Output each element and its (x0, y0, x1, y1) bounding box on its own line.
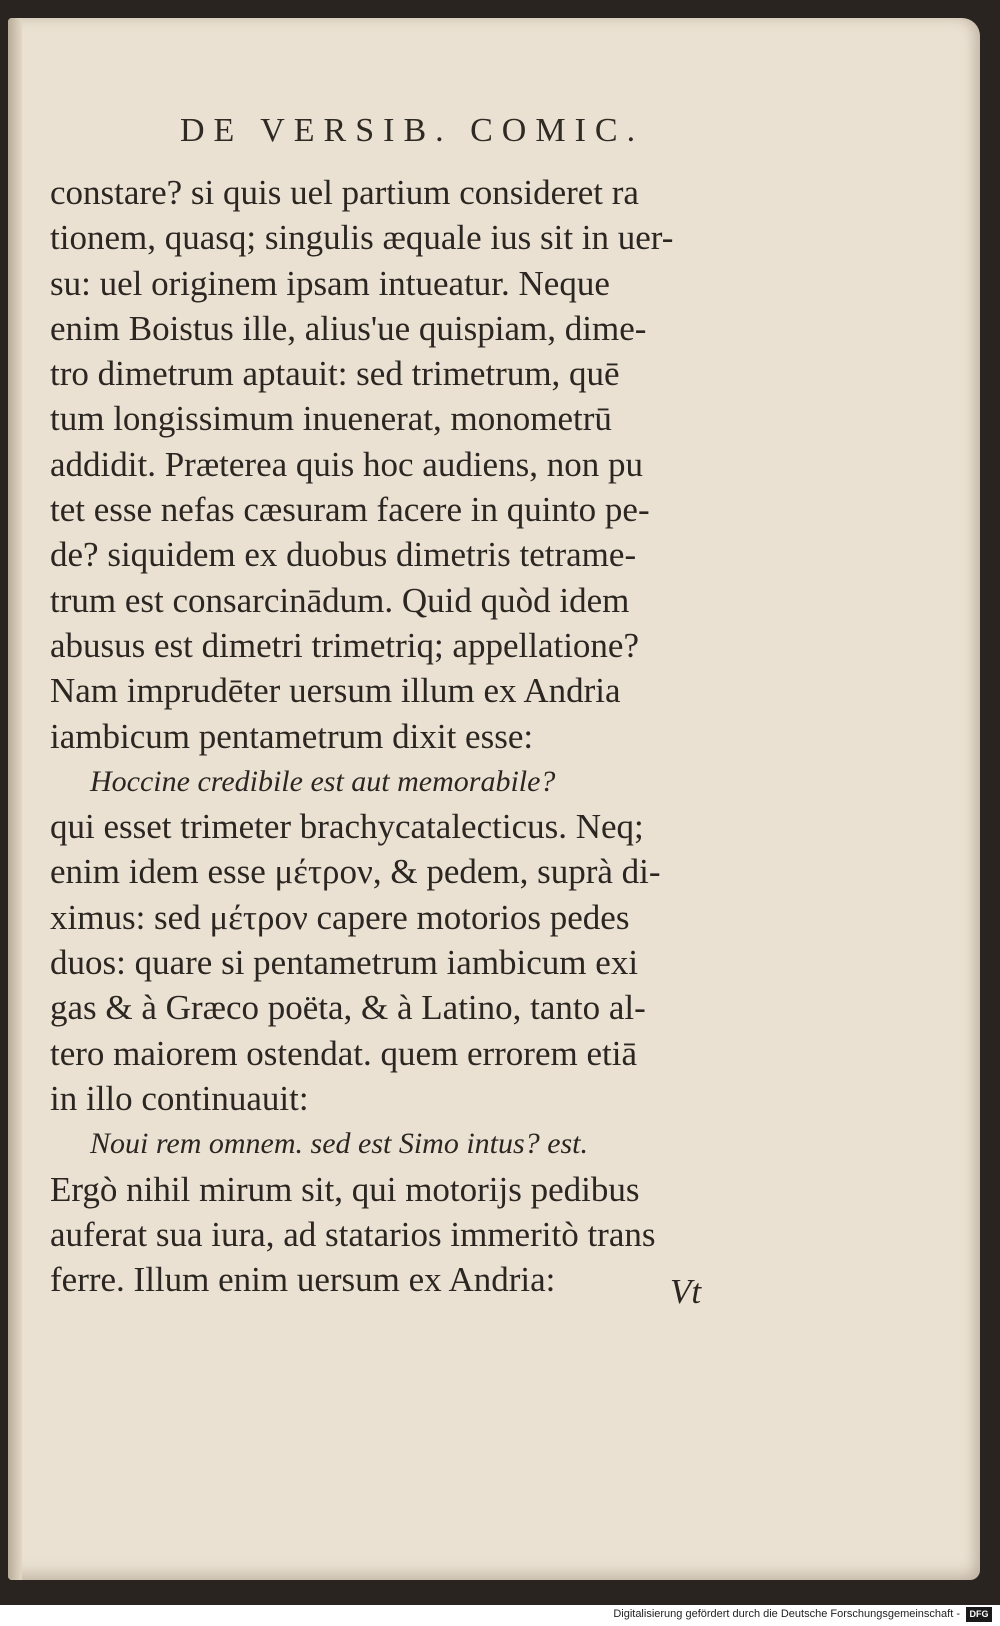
text-line: qui esset trimeter brachycatalecticus. Neq; (50, 807, 644, 847)
text-line: trum est consarcinādum. Quid quòd idem (50, 580, 630, 620)
text-line: addidit. Præterea quis hoc audiens, non pu (50, 444, 643, 484)
text-line: enim Boistus ille, alius'ue quispiam, dime- (50, 308, 647, 348)
digitization-credit: Digitalisierung gefördert durch die Deutsche Forschungsgemeinschaft - (613, 1608, 960, 1620)
text-line: tionem, quasq; singulis æquale ius sit in uer- (50, 218, 674, 258)
text-line: tet esse nefas cæsuram facere in quinto pe- (50, 490, 650, 530)
text-line: Ergò nihil mirum sit, qui motoriјs pedibus (50, 1169, 640, 1209)
main-text-block (50, 170, 750, 1302)
text-line: iambicum pentametrum dixit esse: (50, 716, 534, 756)
text-line: ximus: sed μέτρον capere motorios pedes (50, 897, 630, 937)
catchword: Vt (670, 1272, 702, 1311)
quoted-verse: Hoccine credibile est aut memorabile? (90, 764, 556, 798)
text-line: enim idem esse μέτρον, & pedem, suprà di- (50, 852, 661, 892)
text-line: ferre. Illum enim uersum ex Andria: (50, 1260, 556, 1300)
text-line: in illo continuauit: (50, 1078, 309, 1118)
text-line: auferat sua iura, ad statarios immeritò trans (50, 1214, 656, 1254)
text-line: gas & à Græco poëta, & à Latino, tanto al- (50, 988, 646, 1028)
dfg-logo: DFG (966, 1607, 992, 1622)
text-line: su: uel originem ipsam intueatur. Neque (50, 263, 610, 303)
text-line: tero maiorem ostendat. quem errorem etiā (50, 1033, 637, 1073)
text-line: duos: quare si pentametrum iambicum exi (50, 943, 639, 983)
quoted-verse: Noui rem omnem. sed est Simo intus? est. (90, 1127, 589, 1161)
text-line: tum longissimum inuenerat, monometrū (50, 399, 612, 439)
text-line: constare? si quis uel partium consideret ra (50, 173, 639, 212)
running-head: DE VERSIB. COMIC. (180, 112, 645, 149)
text-line: de? siquidem ex duobus dimetris tetrame- (50, 535, 637, 575)
page-gutter-edge (8, 18, 22, 1580)
text-line: tro dimetrum aptauit: sed trimetrum, quē (50, 354, 620, 394)
text-line: Nam imprudēter uersum illum ex Andria (50, 671, 621, 711)
text-line: abusus est dimetri trimetriq; appellatione? (50, 625, 640, 665)
footer-bar (0, 1605, 1000, 1626)
